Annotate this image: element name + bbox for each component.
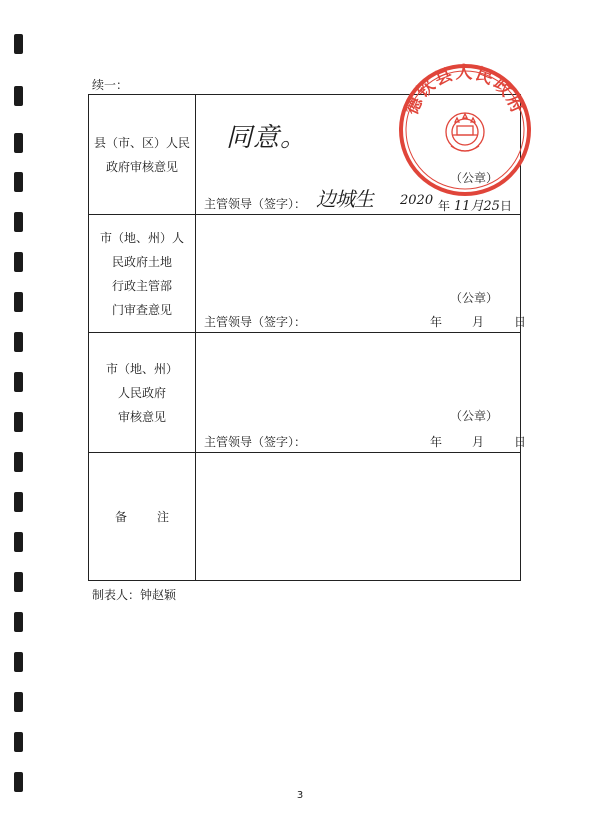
binding-hole bbox=[14, 692, 23, 712]
binding-hole bbox=[14, 252, 23, 272]
row-label-cell bbox=[89, 95, 196, 215]
row-label-line: 政府审核意见 bbox=[105, 159, 178, 174]
handwritten-opinion: 同意。 bbox=[226, 123, 308, 153]
date-year-char: 年 bbox=[430, 435, 443, 449]
opinion-cell bbox=[196, 95, 521, 215]
handwritten-signature: 边城生 bbox=[316, 187, 373, 211]
date-line bbox=[438, 195, 512, 214]
opinion-cell bbox=[196, 215, 527, 333]
binding-hole bbox=[14, 332, 23, 352]
signature-label: 主管领导（签字）： bbox=[204, 435, 307, 449]
binding-hole bbox=[14, 172, 23, 192]
approval-form-table bbox=[88, 94, 527, 581]
binding-hole bbox=[14, 372, 23, 392]
binding-hole bbox=[14, 612, 23, 632]
binding-hole bbox=[14, 532, 23, 552]
row-label-line: 人民政府 bbox=[117, 385, 166, 400]
binding-hole bbox=[14, 292, 23, 312]
date-day-char: 日 bbox=[514, 315, 527, 329]
date-day-char: 日 bbox=[499, 199, 512, 213]
row-label-line: 门审查意见 bbox=[111, 302, 172, 317]
opinion-cell bbox=[196, 333, 527, 453]
remarks-cell bbox=[196, 453, 521, 581]
binding-hole bbox=[14, 732, 23, 752]
row-label-line: 审核意见 bbox=[117, 409, 166, 424]
signature-label: 主管领导（签字）： bbox=[204, 315, 307, 329]
binding-hole bbox=[14, 86, 23, 106]
date-day-char: 日 bbox=[514, 435, 527, 449]
binding-hole bbox=[14, 652, 23, 672]
signature-line bbox=[204, 187, 434, 212]
binding-hole bbox=[14, 412, 23, 432]
row-label-line: 市（地、州）人 bbox=[99, 230, 184, 245]
binding-hole bbox=[14, 572, 23, 592]
form-row-county-review bbox=[89, 95, 521, 215]
binding-hole bbox=[14, 133, 23, 153]
form-row-prefecture-review bbox=[89, 333, 521, 453]
row-label-cell bbox=[89, 215, 196, 333]
remarks-label-char: 备 bbox=[115, 509, 128, 524]
form-row-land-dept-review bbox=[89, 215, 521, 333]
row-label-line: 市（地、州） bbox=[105, 361, 178, 376]
binding-hole bbox=[14, 212, 23, 232]
row-label-line: 县（市、区）人民 bbox=[93, 135, 190, 150]
row-label-cell bbox=[89, 333, 196, 453]
binding-hole bbox=[14, 34, 23, 54]
continued-label: 续一： bbox=[92, 78, 129, 92]
row-label-line: 行政主管部 bbox=[111, 278, 172, 293]
form-row-remarks bbox=[89, 453, 521, 581]
date-month-char: 月 bbox=[472, 435, 485, 449]
date-line bbox=[430, 433, 526, 450]
page-number: 3 bbox=[296, 790, 304, 801]
binding-holes bbox=[0, 0, 40, 814]
binding-hole bbox=[14, 772, 23, 792]
seal-label: （公章） bbox=[450, 291, 499, 305]
binding-hole bbox=[14, 452, 23, 472]
date-year-char: 年 bbox=[438, 199, 451, 213]
form-maker: 制表人：钟赵颖 bbox=[92, 588, 177, 602]
handwritten-year: 2020 bbox=[400, 193, 434, 208]
remarks-label-char: 注 bbox=[156, 509, 169, 524]
row-label-line: 民政府土地 bbox=[111, 254, 172, 269]
seal-text: 德钦县人民政府 bbox=[401, 62, 529, 118]
date-year-char: 年 bbox=[430, 315, 443, 329]
handwritten-month-day: 11月25 bbox=[453, 199, 500, 214]
binding-hole bbox=[14, 492, 23, 512]
row-label-cell bbox=[89, 453, 196, 581]
seal-label: （公章） bbox=[450, 171, 499, 185]
date-month-char: 月 bbox=[472, 315, 485, 329]
signature-label: 主管领导（签字）： bbox=[204, 197, 307, 211]
seal-label: （公章） bbox=[450, 409, 499, 423]
date-line bbox=[430, 313, 526, 330]
